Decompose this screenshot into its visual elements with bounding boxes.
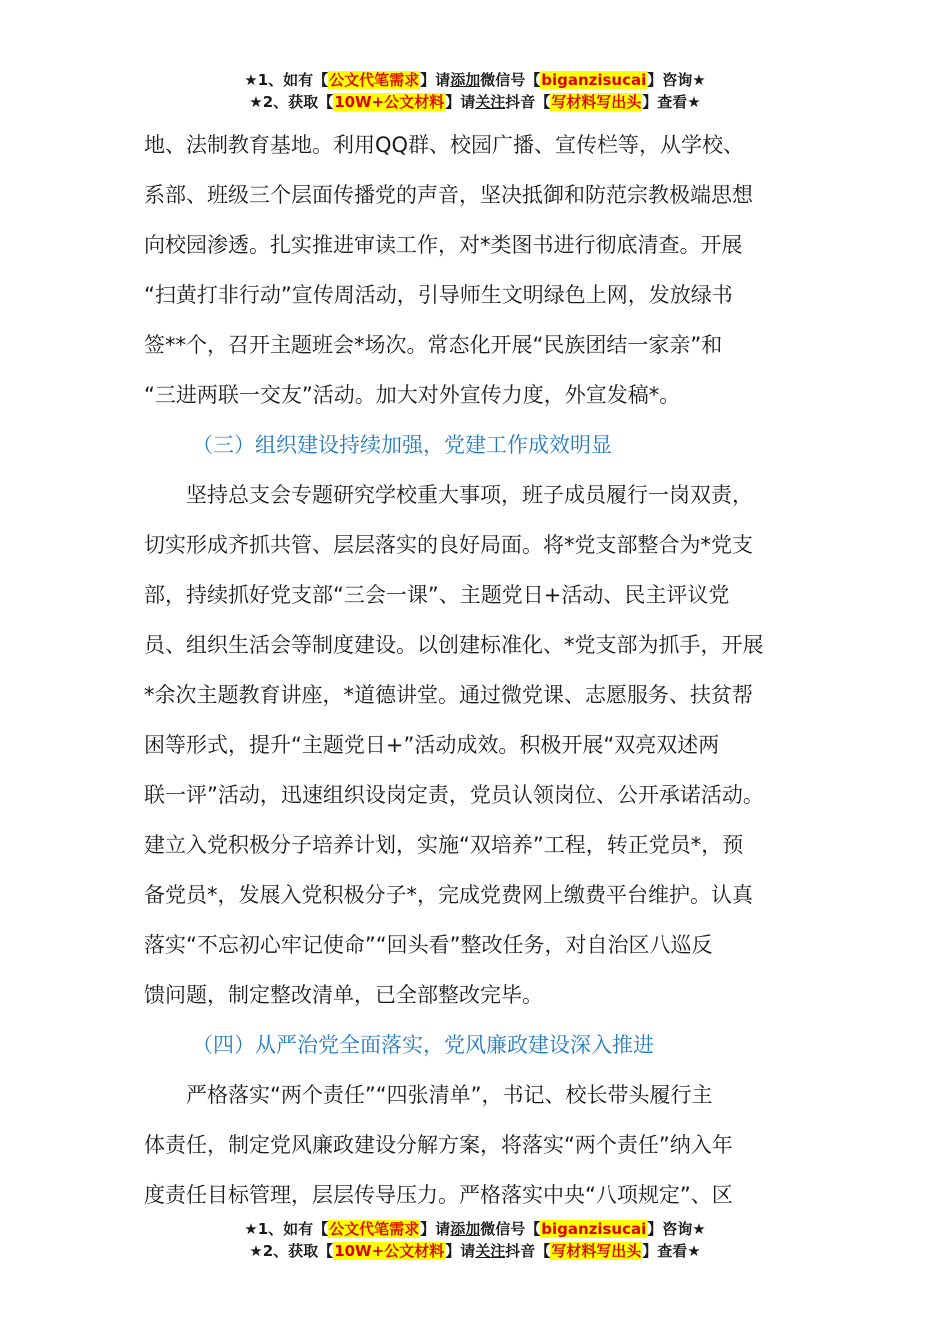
banner-text: 微信号【 [480, 71, 541, 89]
banner-text: ★1、如有【 [244, 1220, 329, 1238]
bottom-banner [0, 1218, 950, 1262]
banner-highlight: 10W+公文材料 [334, 1242, 445, 1260]
banner-text: 抖音【 [505, 93, 551, 111]
banner-highlight: biganzisucai [541, 71, 647, 89]
body-line: 联一评”活动，迅速组织设岗定责，党员认领岗位、公开承诺活动。 [144, 783, 764, 807]
body-line: 向校园渗透。扎实推进审读工作，对*类图书进行彻底清查。开展 [144, 233, 743, 257]
body-line: 签**个，召开主题班会*场次。常态化开展“民族团结一家亲”和 [144, 333, 723, 357]
body-line: 切实形成齐抓共管、层层落实的良好局面。将*党支部整合为*党支 [144, 533, 753, 557]
banner-line-1 [0, 1218, 950, 1240]
banner-text: ★2、获取【 [249, 93, 334, 111]
banner-highlight: 写材料写出头 [551, 93, 642, 111]
banner-highlight: biganzisucai [541, 1220, 647, 1238]
banner-text: 】请 [420, 71, 451, 89]
body-line: 地、法制教育基地。利用QQ群、校园广播、宣传栏等，从学校、 [144, 133, 745, 157]
body-line: 度责任目标管理，层层传导压力。严格落实中央“八项规定”、区 [144, 1183, 733, 1207]
section-heading-4: （四）从严治党全面落实，党风廉政建设深入推进 [192, 1033, 654, 1057]
body-line: *余次主题教育讲座，*道德讲堂。通过微党课、志愿服务、扶贫帮 [144, 683, 753, 707]
banner-text: 微信号【 [480, 1220, 541, 1238]
body-line: 馈问题，制定整改清单，已全部整改完毕。 [144, 983, 543, 1007]
banner-emphasis: 关注 [475, 1242, 506, 1260]
banner-highlight: 写材料写出头 [551, 1242, 642, 1260]
banner-emphasis: 添加 [450, 71, 481, 89]
banner-emphasis: 添加 [450, 1220, 481, 1238]
document-body [144, 120, 808, 1220]
banner-text: 】请 [445, 93, 476, 111]
banner-line-1 [0, 69, 950, 91]
banner-text: 】请 [445, 1242, 476, 1260]
body-line: “扫黄打非行动”宣传周活动，引导师生文明绿色上网，发放绿书 [144, 283, 733, 307]
body-line: 困等形式，提升“主题党日+”活动成效。积极开展“双亮双述两 [144, 733, 720, 757]
banner-text: 】请 [420, 1220, 451, 1238]
body-line: 严格落实“两个责任”“四张清单”，书记、校长带头履行主 [186, 1083, 713, 1107]
body-line: 备党员*，发展入党积极分子*，完成党费网上缴费平台维护。认真 [144, 883, 753, 907]
banner-text: ★1、如有【 [244, 71, 329, 89]
body-line: 建立入党积极分子培养计划，实施“双培养”工程，转正党员*，预 [144, 833, 744, 857]
body-line: “三进两联一交友”活动。加大对外宣传力度，外宣发稿*。 [144, 383, 681, 407]
banner-emphasis: 关注 [475, 93, 506, 111]
banner-highlight: 10W+公文材料 [334, 93, 445, 111]
body-line: 系部、班级三个层面传播党的声音，坚决抵御和防范宗教极端思想 [144, 183, 753, 207]
banner-text: 抖音【 [505, 1242, 551, 1260]
banner-line-2 [0, 91, 950, 113]
banner-text: 】咨询★ [647, 71, 706, 89]
banner-text: 】咨询★ [647, 1220, 706, 1238]
banner-text: 】查看★ [642, 93, 701, 111]
body-line: 坚持总支会专题研究学校重大事项，班子成员履行一岗双责， [186, 483, 753, 507]
body-line: 落实“不忘初心牢记使命”“回头看”整改任务，对自治区八巡反 [144, 933, 713, 957]
banner-line-2 [0, 1240, 950, 1262]
banner-highlight: 公文代笔需求 [329, 71, 420, 89]
section-heading-3: （三）组织建设持续加强，党建工作成效明显 [192, 433, 612, 457]
banner-highlight: 公文代笔需求 [329, 1220, 420, 1238]
banner-text: ★2、获取【 [249, 1242, 334, 1260]
body-line: 体责任，制定党风廉政建设分解方案，将落实“两个责任”纳入年 [144, 1133, 733, 1157]
banner-text: 】查看★ [642, 1242, 701, 1260]
body-line: 员、组织生活会等制度建设。以创建标准化、*党支部为抓手，开展 [144, 633, 764, 657]
body-line: 部，持续抓好党支部“三会一课”、主题党日+活动、民主评议党 [144, 583, 730, 607]
top-banner [0, 69, 950, 113]
